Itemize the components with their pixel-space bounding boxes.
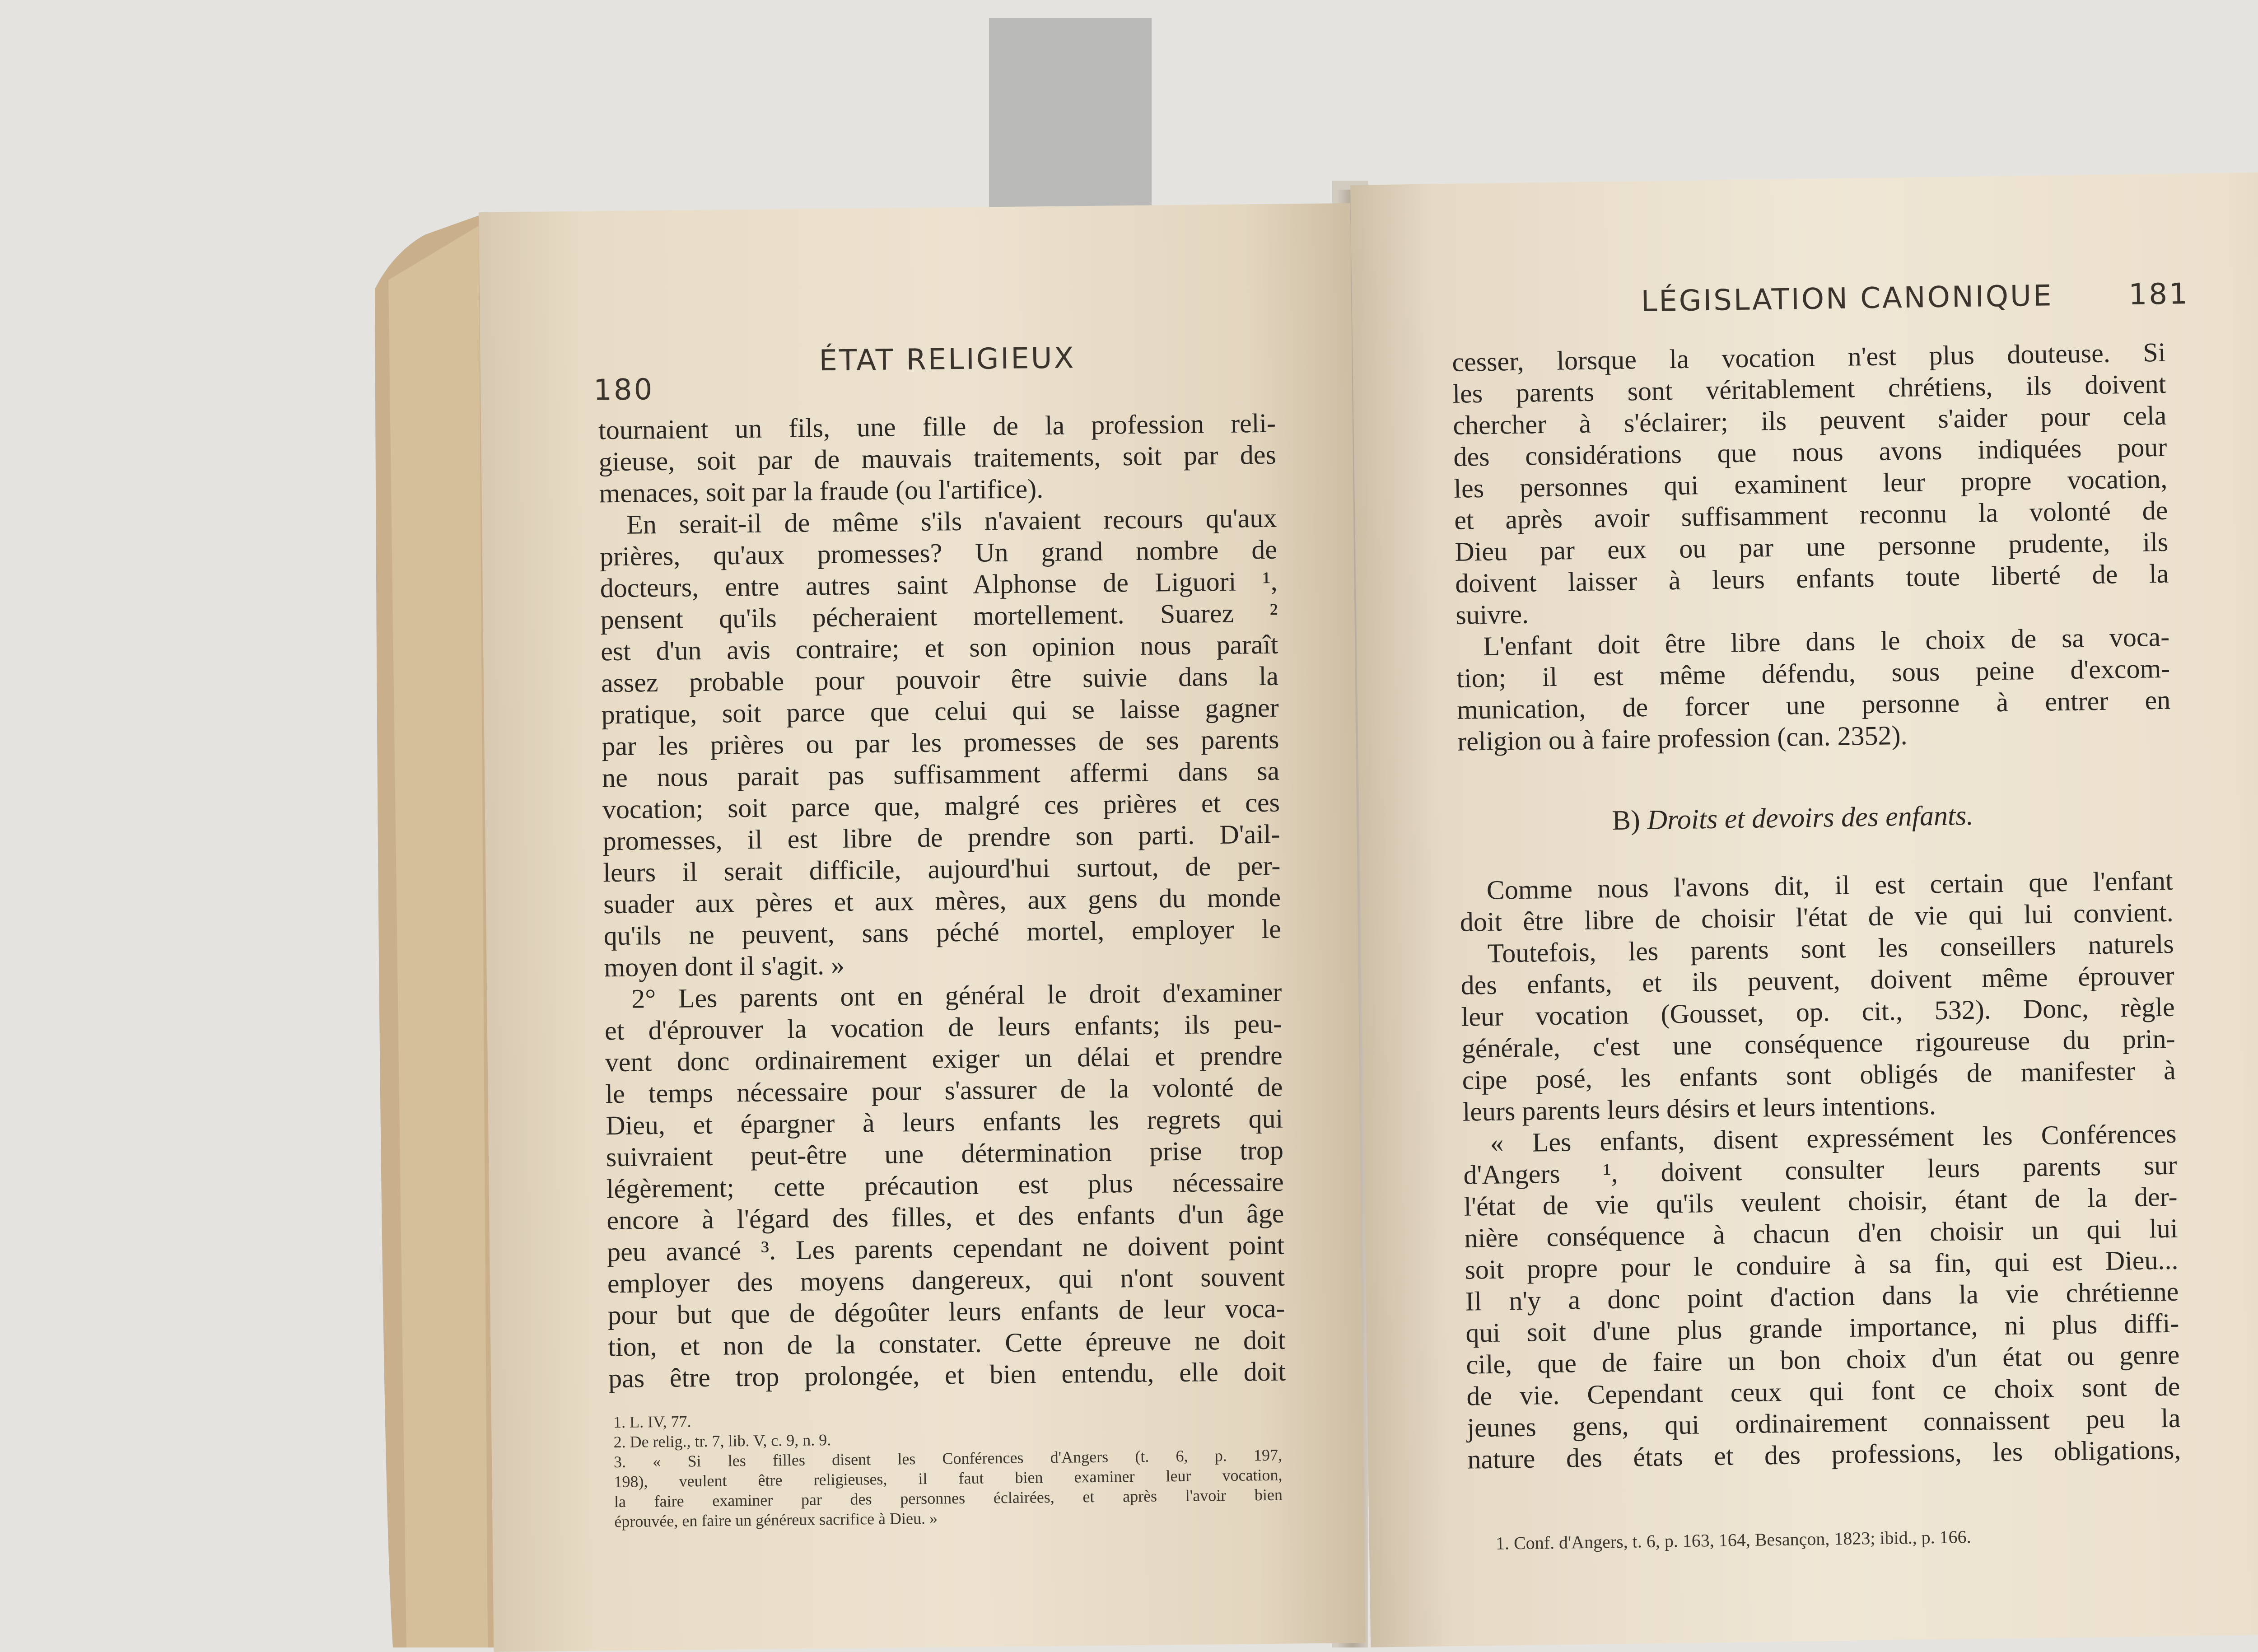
- text-line: L'enfant doit être libre dans le choix de sa voca-: [1483, 621, 2170, 661]
- text-line: doivent laisser à leurs enfants toute liberté de la: [1455, 558, 2169, 598]
- text-line: cipe posé, les enfants sont obligés de manifester à: [1462, 1055, 2176, 1095]
- text-line: doit être libre de choisir l'état de vie qui lui convient.: [1460, 897, 2174, 937]
- text-line: jeunes gens, qui ordinairement connaissent peu la: [1466, 1403, 2181, 1443]
- text-line: cesser, lorsque la vocation n'est plus douteuse. Si: [1452, 337, 2166, 377]
- footnote: la faire examiner par des personnes éclairées, et après l'avoir bien: [614, 1485, 1283, 1511]
- right-page: [1350, 171, 2258, 1647]
- text-line: suivre.: [1455, 599, 1529, 630]
- text-line: pensent qu'ils pécheraient mortellement. Suarez ²: [600, 597, 1278, 635]
- text-line: encore à l'égard des filles, et des enfants d'un âge: [606, 1198, 1284, 1236]
- text-line: leurs parents leurs désirs et leurs intentions.: [1462, 1090, 1936, 1127]
- text-line: vocation; soit parce que, malgré ces prières et ces: [602, 787, 1280, 825]
- text-line: légèrement; cette précaution est plus nécessaire: [606, 1167, 1284, 1204]
- right-body-bottom: [1459, 865, 2181, 1475]
- text-line: suader aux pères et aux mères, aux gens du monde: [603, 882, 1281, 919]
- text-line: Dieu, et épargner à leurs enfants les regrets qui: [605, 1103, 1283, 1141]
- text-line: pas être trop prolongée, et bien entendu, elle doit: [608, 1356, 1286, 1394]
- text-line: soit propre pour le conduire à sa fin, qui est Dieu...: [1465, 1245, 2179, 1285]
- text-line: employer des moyens dangereux, qui n'ont souvent: [607, 1261, 1285, 1299]
- text-line: assez probable pour pouvoir être suivie dans la: [601, 661, 1279, 698]
- text-line: Comme nous l'avons dit, il est certain que l'enfant: [1486, 865, 2174, 905]
- text-line: et après avoir suffisamment reconnu la volonté de: [1454, 495, 2168, 535]
- right-footnotes: [1496, 1524, 2182, 1554]
- text-line: chercher à s'éclairer; ils peuvent s'aider pour cela: [1452, 400, 2167, 440]
- text-line: 2° Les parents ont en général le droit d'examiner: [631, 977, 1282, 1014]
- footnote: 1. Conf. d'Angers, t. 6, p. 163, 164, Besançon, 1823; ibid., p. 166.: [1495, 1526, 1971, 1554]
- text-line: le temps nécessaire pour s'assurer de la volonté de: [605, 1072, 1283, 1109]
- text-line: vent donc ordinairement exiger un délai et prendre: [605, 1040, 1283, 1078]
- text-line: En serait-il de même s'ils n'avaient recours qu'aux: [626, 503, 1277, 540]
- text-line: docteurs, entre autres saint Alphonse de Liguori ¹,: [600, 566, 1278, 603]
- text-line: suivraient peut-être une détermination prise trop: [606, 1135, 1284, 1172]
- text-line: menaces, soit par la fraude (ou l'artifice).: [599, 474, 1044, 509]
- text-line: de vie. Cependant ceux qui font ce choix sont de: [1466, 1371, 2180, 1411]
- footnote: 2. De relig., tr. 7, lib. V, c. 9, n. 9.: [613, 1431, 831, 1451]
- running-head-left: ÉTAT RELIGIEUX: [819, 341, 1076, 378]
- text-line: pour but que de dégoûter leurs enfants de leur voca-: [607, 1293, 1285, 1330]
- text-line: ne nous parait pas suffisamment affermi dans sa: [602, 756, 1280, 793]
- text-line: religion ou à faire profession (can. 2352).: [1457, 720, 1908, 756]
- left-page: [479, 203, 1365, 1652]
- section-letter: B): [1612, 805, 1641, 836]
- footnote: éprouvée, en faire un généreux sacrifice à Dieu. »: [614, 1509, 938, 1531]
- page-number-right: 181: [2128, 277, 2190, 312]
- running-head-right: LÉGISLATION CANONIQUE: [1641, 279, 2053, 319]
- text-line: est d'un avis contraire; et son opinion nous paraît: [600, 629, 1278, 667]
- text-line: des enfants, et ils peuvent, doivent même éprouver: [1460, 960, 2175, 1000]
- text-line: tion; il est même défendu, sous peine d'excom-: [1456, 653, 2170, 693]
- text-line: prières, qu'aux promesses? Un grand nombre de: [599, 534, 1278, 572]
- text-line: et d'éprouver la vocation de leurs enfants; ils peu-: [604, 1008, 1283, 1046]
- text-line: leurs il serait difficile, aujourd'hui surtout, de per-: [603, 850, 1281, 888]
- section-heading: [1612, 800, 1973, 837]
- text-line: tournaient un fils, une fille de la profession reli-: [598, 408, 1276, 445]
- text-line: munication, de forcer une personne à entrer en: [1456, 685, 2171, 725]
- footnote: 1. L. IV, 77.: [613, 1412, 691, 1432]
- text-line: l'état de vie qu'ils veulent choisir, étant de la der-: [1464, 1181, 2178, 1222]
- text-line: moyen dont il s'agit. »: [604, 950, 845, 983]
- text-line: « Les enfants, disent expressément les Conférences: [1490, 1118, 2177, 1158]
- text-line: promesses, il est libre de prendre son parti. D'ail-: [602, 819, 1280, 856]
- left-footnotes: [613, 1405, 1283, 1531]
- text-line: les parents sont véritablement chrétiens, ils doivent: [1452, 369, 2166, 409]
- text-line: tion, et non de la constater. Cette épreuve ne doit: [608, 1325, 1286, 1362]
- page-number-left: 180: [593, 373, 654, 407]
- text-line: pratique, soit parce que celui qui se laisse gagner: [601, 692, 1279, 730]
- text-line: qu'ils ne peuvent, sans péché mortel, employer le: [603, 914, 1282, 951]
- text-line: nature des états et des professions, les obligations,: [1467, 1434, 2181, 1475]
- text-line: leur vocation (Gousset, op. cit., 532). Donc, règle: [1461, 992, 2175, 1032]
- text-line: cile, que de faire un bon choix d'un état ou genre: [1466, 1339, 2180, 1380]
- text-line: peu avancé ³. Les parents cependant ne doivent point: [606, 1230, 1285, 1267]
- left-body: [598, 407, 1286, 1395]
- text-line: d'Angers ¹, doivent consulter leurs parents sur: [1463, 1150, 2177, 1190]
- text-line: par les prières ou par les promesses de ses parents: [602, 724, 1279, 761]
- text-line: Dieu par eux ou par une personne prudente, ils: [1454, 527, 2169, 567]
- text-line: des considérations que nous avons indiquées pour: [1453, 432, 2167, 472]
- section-title: Droits et devoirs des enfants.: [1647, 800, 1974, 835]
- text-line: gieuse, soit par de mauvais traitements, soit par des: [598, 439, 1277, 477]
- footnote: 3. « Si les filles disent les Conférences d'Angers (t. 6, p. 197,: [613, 1446, 1283, 1471]
- text-line: Toutefois, les parents sont les conseillers naturels: [1487, 929, 2174, 968]
- text-line: générale, c'est une conséquence rigoureuse du prin-: [1461, 1023, 2176, 1064]
- text-line: Il n'y a donc point d'action dans la vie chrétienne: [1465, 1276, 2179, 1316]
- right-body-top: [1452, 336, 2171, 757]
- text-line: les personnes qui examinent leur propre vocation,: [1453, 463, 2168, 504]
- text-line: nière conséquence à chacun d'en choisir un qui lui: [1464, 1213, 2178, 1253]
- text-line: qui soit d'une plus grande importance, ni plus diffi-: [1465, 1308, 2179, 1348]
- footnote: 198), veulent être religieuses, il faut bien examiner leur vocation,: [614, 1465, 1283, 1491]
